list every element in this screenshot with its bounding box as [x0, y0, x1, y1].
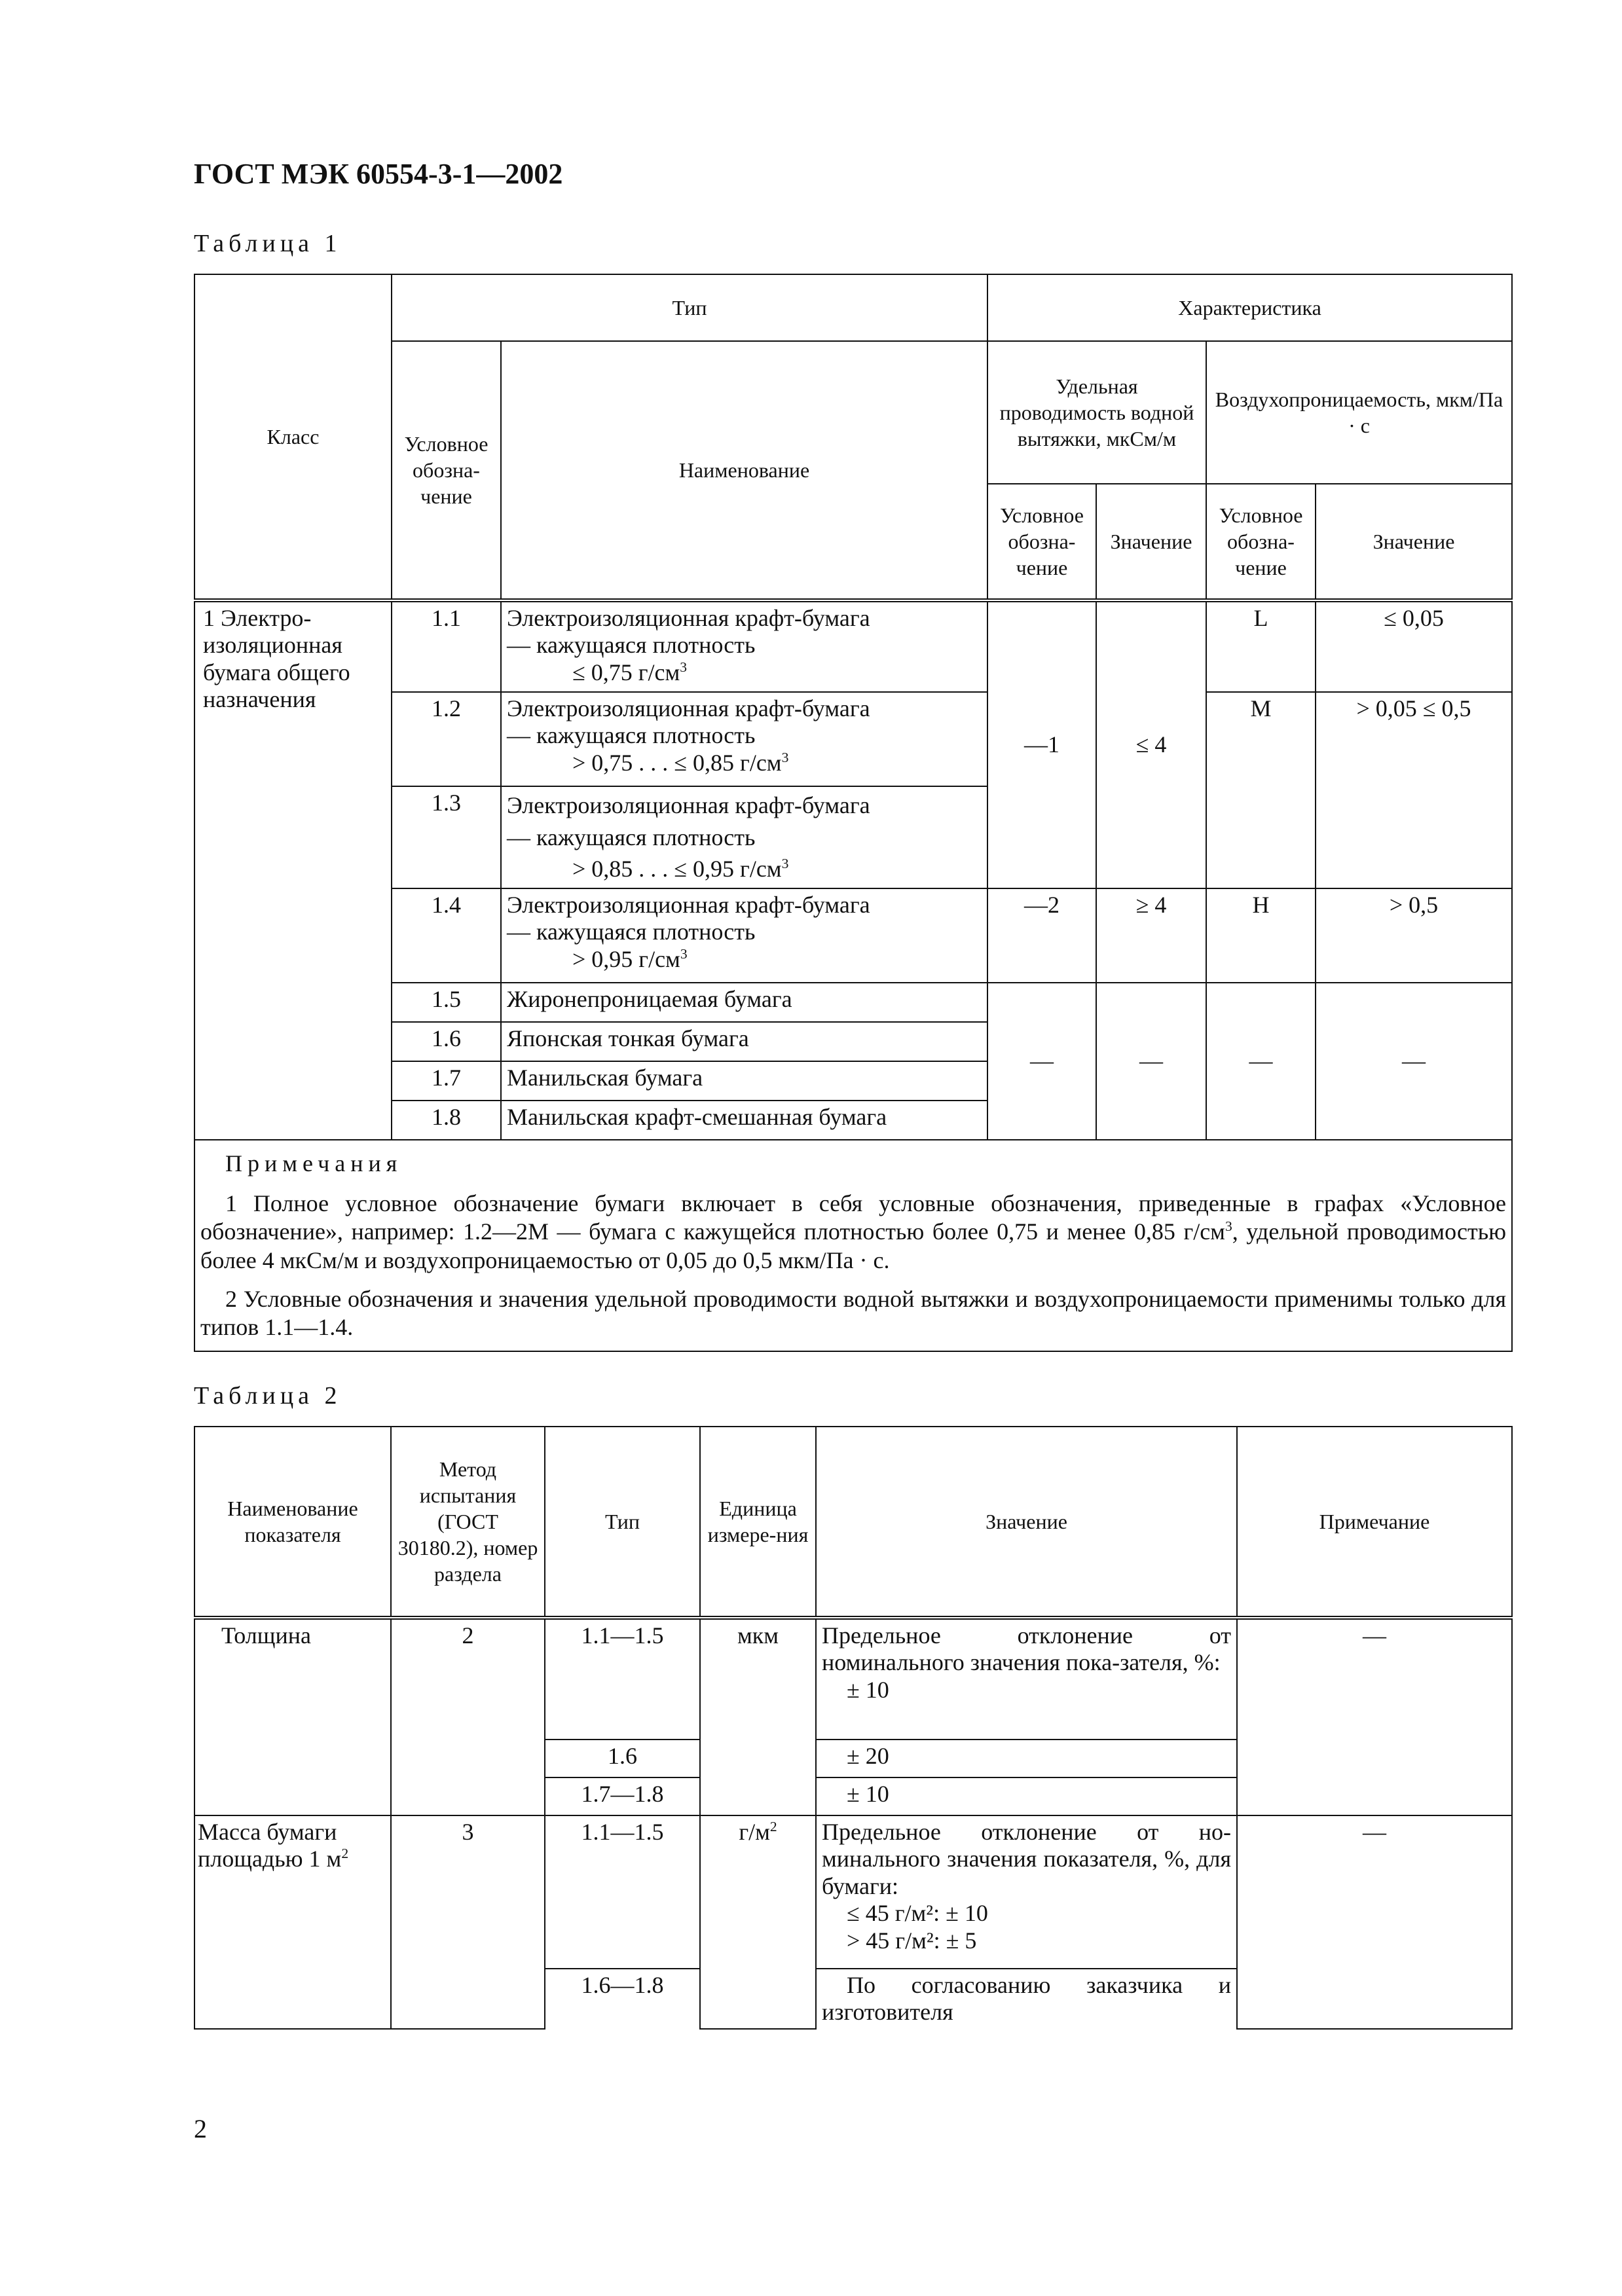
value-text: По согласованию заказчика и изготовителя: [816, 1969, 1237, 2029]
table-row: [194, 983, 1512, 1022]
table-row: [194, 888, 1512, 983]
method-section: 3: [391, 1815, 545, 2029]
header-unit: Единица измере-ния: [700, 1427, 816, 1618]
cond-code-dash: —: [987, 983, 1096, 1140]
air-code-dash: —: [1206, 983, 1316, 1140]
value-cell: [816, 1815, 1237, 1969]
type-title: Электроизоляционная крафт-бумага: [507, 892, 870, 918]
type-code: 1.6: [392, 1022, 501, 1061]
type-code: 1.4: [392, 888, 501, 983]
header-name: Наименование: [501, 341, 987, 600]
cond-value: ≥ 4: [1096, 888, 1206, 983]
notes-row: [194, 1140, 1512, 1351]
notes-title: Примечания: [225, 1150, 403, 1176]
header-characteristic: Характеристика: [987, 274, 1512, 341]
type-name: [501, 888, 987, 983]
type-range: 1.7—1.8: [545, 1777, 700, 1815]
method-section: 2: [391, 1618, 545, 1815]
table-row: [194, 1618, 1512, 1740]
header-cond-value: Значение: [1096, 484, 1206, 600]
header-type: Тип: [392, 274, 987, 341]
air-value: ≤ 0,05: [1316, 600, 1512, 692]
air-value: > 0,05 ≤ 0,5: [1316, 692, 1512, 888]
note-dash: —: [1237, 1815, 1512, 2029]
type-code: 1.7: [392, 1061, 501, 1101]
page-number: 2: [194, 2114, 207, 2143]
type-name: [501, 600, 987, 692]
type-name: Манильская крафт-смешанная бумага: [501, 1101, 987, 1140]
type-density: — кажущаяся плотность: [507, 824, 756, 850]
header-type: Тип: [545, 1427, 700, 1618]
value-text: Предельное отклонение от номинального значения пока-зателя, %:: [822, 1622, 1231, 1676]
table1: [194, 274, 1513, 1352]
type-code: 1.8: [392, 1101, 501, 1140]
type-range: > 0,95 $г/см^3$: [572, 945, 688, 972]
header-conductivity: Удельная проводимость водной вытяжки, мкСм/м: [987, 341, 1206, 484]
type-name: Жиронепроницаемая бумага: [501, 983, 987, 1022]
page-header-title: ГОСТ МЭК 60554-3-1—2002: [194, 158, 563, 190]
type-range: 1.6: [545, 1740, 700, 1777]
header-designation: Условное обозна-чение: [392, 341, 501, 600]
type-title: Электроизоляционная крафт-бумага: [507, 605, 870, 631]
header-air-designation: Условное обозна-чение: [1206, 484, 1316, 600]
type-range: 1.6—1.8: [545, 1969, 700, 2029]
header-indicator: Наименование показателя: [194, 1427, 391, 1618]
table2-caption: Таблица 2: [194, 1382, 342, 1410]
notes: [194, 1140, 1512, 1351]
air-code: H: [1206, 888, 1316, 983]
value-extra: ± 20: [816, 1740, 1237, 1777]
unit: $г/м^2$: [700, 1815, 816, 2029]
type-density: — кажущаяся плотность: [507, 722, 756, 749]
type-density: — кажущаяся плотность: [507, 632, 756, 659]
type-code: 1.3: [392, 786, 501, 888]
air-code: L: [1206, 600, 1316, 692]
value-text: Предельное отклонение от но-минального значения показателя, %, для бумаги:: [822, 1819, 1231, 1899]
type-code: 1.5: [392, 983, 501, 1022]
type-density: — кажущаяся плотность: [507, 919, 756, 945]
cond-code: —2: [987, 888, 1096, 983]
value-cell: [816, 1618, 1237, 1740]
table-row: [194, 600, 1512, 692]
cond-code-group: —1: [987, 600, 1096, 888]
type-range: ≤ 0,75 $г/см^3$: [572, 659, 688, 685]
type-range: 1.1—1.5: [545, 1815, 700, 1969]
type-range: > 0,75 . . . ≤ 0,85 $г/см^3$: [572, 749, 789, 776]
type-range: > 0,85 . . . ≤ 0,95 $г/см^3$: [572, 856, 789, 883]
type-title: Электроизоляционная крафт-бумага: [507, 792, 870, 818]
air-value: > 0,5: [1316, 888, 1512, 983]
value-line: ≤ 45 г/м²: ± 10: [847, 1900, 988, 1927]
type-range: 1.1—1.5: [545, 1618, 700, 1740]
note-1: 1 Полное условное обозначение бумаги включает в себя условные обозначения, приведенные в графах «Условное обозначение», например: 1.2—2M — бумага с кажущейся плотностью более 0,75 и менее 0,85 $г/см^3$, удельной проводимостью более 4 мкСм/м и воздухопроницаемостью от 0,05 до 0,5 мкм/Па · с.: [200, 1190, 1507, 1273]
table1-caption: Таблица 1: [194, 230, 342, 257]
cond-value-group: ≤ 4: [1096, 600, 1206, 888]
value-line: > 45 г/м²: ± 5: [847, 1927, 977, 1954]
value-extra: ± 10: [816, 1777, 1237, 1815]
header-method: Метод испытания (ГОСТ 30180.2), номер раздела: [391, 1427, 545, 1618]
type-code: 1.2: [392, 692, 501, 786]
type-title: Электроизоляционная крафт-бумага: [507, 695, 870, 721]
type-name: Манильская бумага: [501, 1061, 987, 1101]
cond-value-dash: —: [1096, 983, 1206, 1140]
type-name: [501, 786, 987, 888]
header-note: Примечание: [1237, 1427, 1512, 1618]
class-name: 1 Электро-изоляционная бумага общего назначения: [194, 600, 392, 1140]
unit: мкм: [700, 1618, 816, 1815]
header-value: Значение: [816, 1427, 1237, 1618]
table-row: [194, 1815, 1512, 1969]
type-name: [501, 692, 987, 786]
type-code: 1.1: [392, 600, 501, 692]
note-2: 2 Условные обозначения и значения удельной проводимости водной вытяжки и воздухопроницаемости применимы только для типов 1.1—1.4.: [200, 1285, 1507, 1340]
table-row: [194, 692, 1512, 786]
indicator-name: Толщина: [194, 1618, 391, 1815]
type-name: Японская тонкая бумага: [501, 1022, 987, 1061]
air-code: M: [1206, 692, 1316, 888]
indicator-name: Масса бумаги площадью 1 $м^2$: [194, 1815, 391, 2029]
value-extra: ± 10: [847, 1676, 889, 1703]
table2: [194, 1426, 1513, 2030]
note-dash: —: [1237, 1618, 1512, 1815]
header-air-permeability: Воздухопроницаемость, мкм/Па · с: [1206, 341, 1512, 484]
header-air-value: Значение: [1316, 484, 1512, 600]
header-cond-designation: Условное обозна-чение: [987, 484, 1096, 600]
header-class: Класс: [194, 274, 392, 600]
air-value-dash: —: [1316, 983, 1512, 1140]
